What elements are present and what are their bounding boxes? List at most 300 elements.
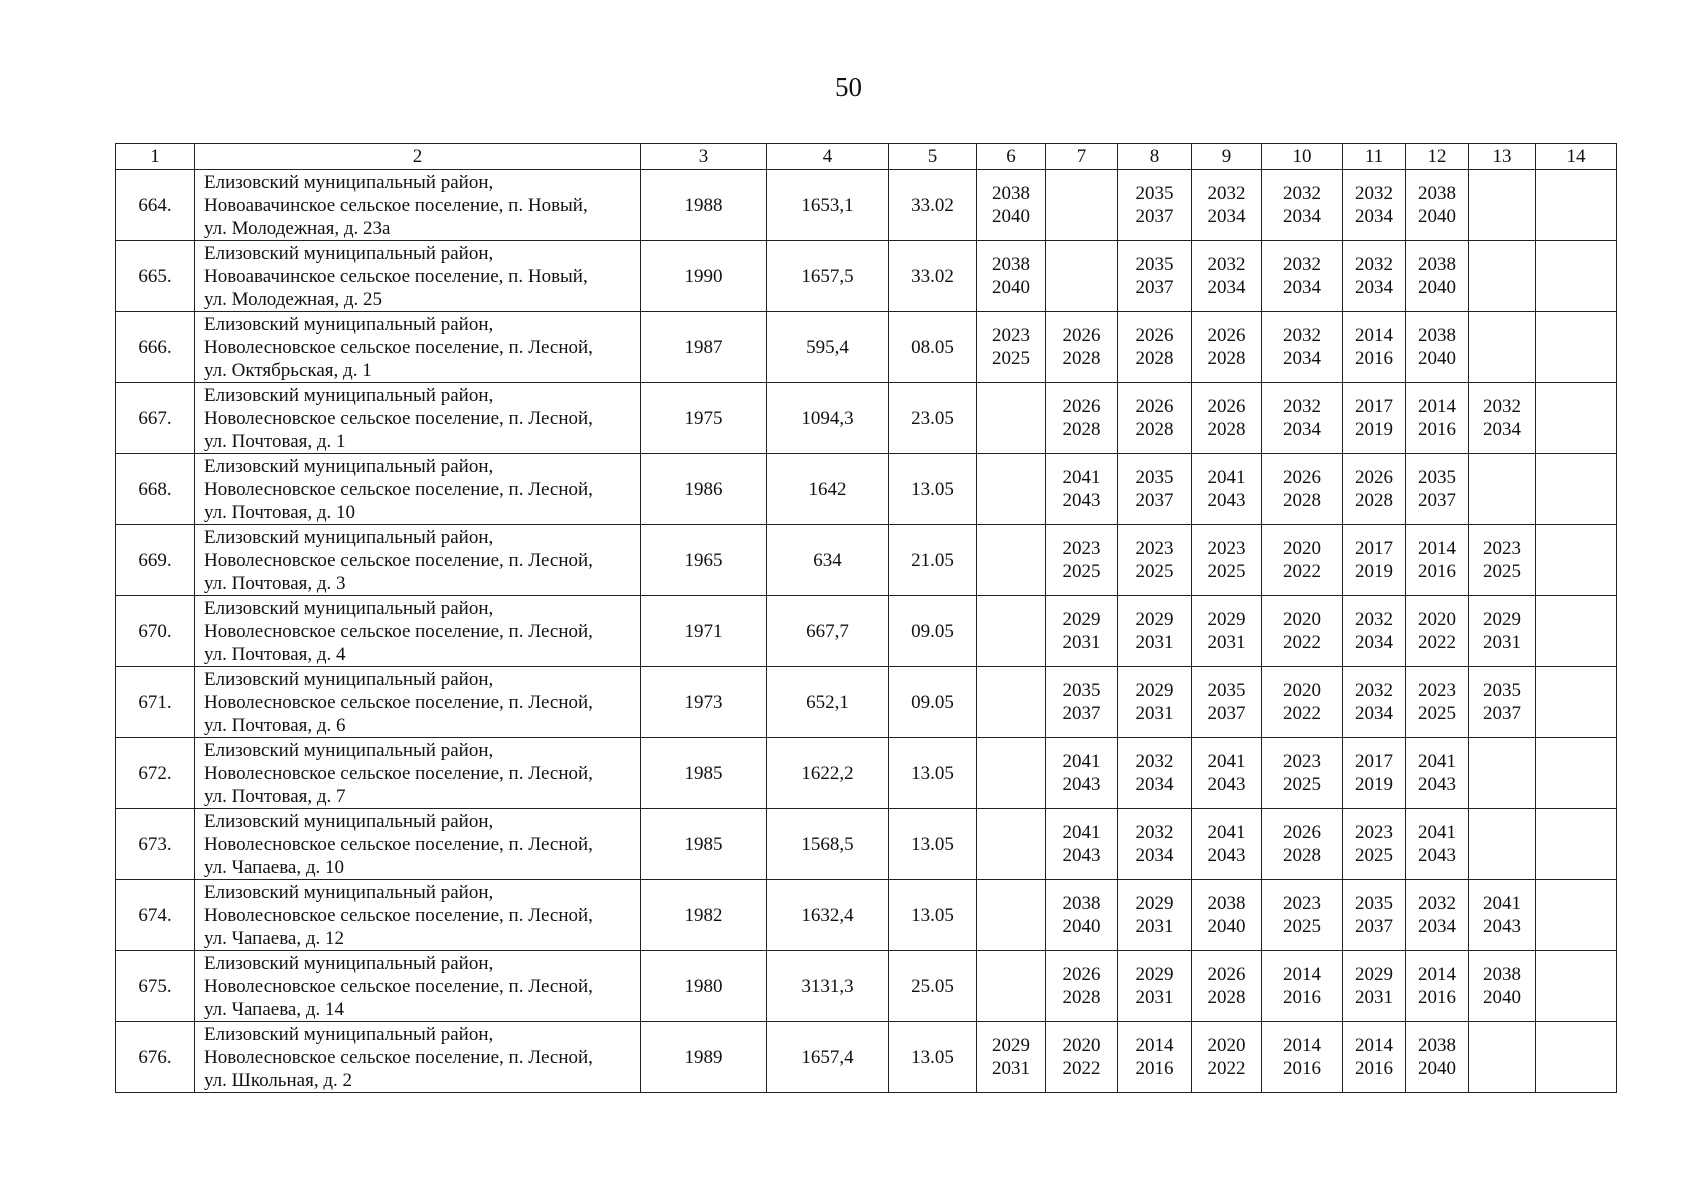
period-end-year: 2034 — [1283, 348, 1321, 369]
period-end-year: 2031 — [1062, 632, 1101, 653]
table-row — [116, 454, 1617, 525]
period-cell — [977, 880, 1046, 951]
period-end-year: 2019 — [1355, 419, 1393, 440]
period-start-year: 2035 — [1418, 467, 1456, 488]
period-start-year: 2023 — [992, 325, 1030, 346]
period-cell — [977, 951, 1046, 1022]
wear-code: 33.02 — [889, 170, 977, 241]
column-number: 8 — [1118, 144, 1192, 170]
wear-code: 13.05 — [889, 809, 977, 880]
period-end-year — [1046, 276, 1117, 299]
period-start-year: 2014 — [1355, 325, 1393, 346]
wear-code: 25.05 — [889, 951, 977, 1022]
period-cell — [1192, 241, 1262, 312]
period-cell — [1118, 454, 1192, 525]
address-line: Елизовский муниципальный район, — [204, 526, 494, 548]
period-cell — [1469, 170, 1536, 241]
period-start-year: 2014 — [1283, 1035, 1321, 1056]
period-end-year: 2019 — [1355, 774, 1393, 795]
period-start-year: 2026 — [1283, 822, 1321, 843]
address-cell — [195, 951, 641, 1022]
period-cell — [977, 1022, 1046, 1093]
wear-code: 09.05 — [889, 596, 977, 667]
period-cell — [977, 525, 1046, 596]
period-cell — [1118, 667, 1192, 738]
address-line: ул. Почтовая, д. 3 — [204, 572, 346, 594]
period-end-year: 2037 — [1418, 490, 1456, 511]
period-start-year: 2014 — [1418, 964, 1456, 985]
address-line: Елизовский муниципальный район, — [204, 242, 494, 264]
period-start-year: 2032 — [1283, 325, 1321, 346]
period-start-year — [977, 679, 1045, 702]
period-start-year: 2038 — [1207, 893, 1246, 914]
period-start-year: 2026 — [1135, 325, 1174, 346]
period-cell — [1469, 1022, 1536, 1093]
period-end-year: 2025 — [1062, 561, 1101, 582]
period-cell — [1536, 809, 1617, 880]
area-value: 1657,5 — [767, 241, 889, 312]
period-end-year: 2031 — [1483, 632, 1521, 653]
period-start-year: 2041 — [1418, 751, 1456, 772]
period-start-year — [977, 821, 1045, 844]
period-start-year: 2014 — [1283, 964, 1321, 985]
address-line: Елизовский муниципальный район, — [204, 952, 494, 974]
period-start-year: 2038 — [1062, 893, 1101, 914]
period-end-year: 2016 — [1283, 987, 1321, 1008]
period-end-year: 2034 — [1355, 632, 1393, 653]
period-start-year: 2026 — [1135, 396, 1174, 417]
period-cell — [1406, 454, 1469, 525]
period-cell — [1262, 596, 1343, 667]
address-line: Елизовский муниципальный район, — [204, 455, 494, 477]
period-cell — [1343, 383, 1406, 454]
period-cell — [1343, 951, 1406, 1022]
address-line: Новолесновское сельское поселение, п. Лесной, — [204, 833, 593, 855]
period-end-year — [1469, 1057, 1535, 1080]
period-cell — [1343, 738, 1406, 809]
period-end-year — [1536, 844, 1616, 867]
build-year: 1986 — [641, 454, 767, 525]
period-cell — [1192, 738, 1262, 809]
period-cell — [1118, 596, 1192, 667]
period-end-year: 2028 — [1135, 348, 1174, 369]
period-end-year — [1536, 276, 1616, 299]
period-end-year: 2022 — [1207, 1058, 1246, 1079]
period-cell — [1536, 951, 1617, 1022]
address-line: Елизовский муниципальный район, — [204, 171, 494, 193]
period-start-year: 2032 — [1283, 254, 1321, 275]
row-number: 670. — [116, 596, 195, 667]
column-number: 3 — [641, 144, 767, 170]
period-start-year — [977, 395, 1045, 418]
period-start-year — [977, 537, 1045, 560]
table-row — [116, 880, 1617, 951]
period-cell — [1262, 738, 1343, 809]
address-line: ул. Почтовая, д. 1 — [204, 430, 346, 452]
wear-code: 21.05 — [889, 525, 977, 596]
period-start-year: 2032 — [1355, 680, 1393, 701]
period-start-year: 2041 — [1062, 822, 1101, 843]
period-cell — [1118, 738, 1192, 809]
period-start-year: 2020 — [1283, 538, 1321, 559]
period-end-year — [977, 915, 1045, 938]
period-end-year: 2034 — [1135, 845, 1174, 866]
period-end-year: 2034 — [1418, 916, 1456, 937]
period-cell — [1469, 738, 1536, 809]
period-start-year: 2014 — [1135, 1035, 1174, 1056]
period-start-year — [1469, 324, 1535, 347]
address-cell — [195, 383, 641, 454]
period-start-year: 2032 — [1355, 183, 1393, 204]
period-cell — [1469, 241, 1536, 312]
period-end-year: 2016 — [1418, 987, 1456, 1008]
period-end-year — [977, 844, 1045, 867]
period-start-year: 2035 — [1135, 467, 1174, 488]
period-end-year: 2040 — [1483, 987, 1521, 1008]
row-number: 674. — [116, 880, 195, 951]
address-line: ул. Октябрьская, д. 1 — [204, 359, 372, 381]
table-row — [116, 241, 1617, 312]
period-start-year — [977, 963, 1045, 986]
column-number: 9 — [1192, 144, 1262, 170]
period-end-year: 2037 — [1207, 703, 1246, 724]
period-start-year: 2041 — [1483, 893, 1521, 914]
period-end-year — [977, 773, 1045, 796]
table-row — [116, 951, 1617, 1022]
period-start-year: 2032 — [1355, 254, 1393, 275]
period-end-year: 2040 — [1207, 916, 1246, 937]
period-start-year — [977, 892, 1045, 915]
period-start-year: 2029 — [1135, 893, 1174, 914]
period-end-year — [977, 560, 1045, 583]
period-end-year: 2022 — [1418, 632, 1456, 653]
row-number: 667. — [116, 383, 195, 454]
period-cell — [1118, 525, 1192, 596]
period-start-year — [1536, 466, 1616, 489]
period-start-year — [977, 608, 1045, 631]
period-start-year: 2041 — [1062, 467, 1101, 488]
column-number: 5 — [889, 144, 977, 170]
period-end-year — [1536, 418, 1616, 441]
period-end-year: 2031 — [1135, 703, 1174, 724]
period-cell — [1343, 241, 1406, 312]
period-cell — [1118, 951, 1192, 1022]
address-line: ул. Молодежная, д. 25 — [204, 288, 382, 310]
period-cell — [1046, 667, 1118, 738]
period-start-year: 2026 — [1355, 467, 1393, 488]
period-end-year: 2040 — [1062, 916, 1101, 937]
period-start-year: 2026 — [1062, 396, 1101, 417]
address-cell — [195, 241, 641, 312]
period-start-year: 2023 — [1062, 538, 1101, 559]
period-end-year: 2025 — [992, 348, 1030, 369]
period-end-year — [1536, 560, 1616, 583]
area-value: 1568,5 — [767, 809, 889, 880]
period-end-year: 2037 — [1483, 703, 1521, 724]
table-row — [116, 667, 1617, 738]
address-cell — [195, 525, 641, 596]
period-end-year: 2028 — [1062, 419, 1101, 440]
column-number: 7 — [1046, 144, 1118, 170]
address-line: Елизовский муниципальный район, — [204, 384, 494, 406]
period-end-year — [1536, 347, 1616, 370]
address-cell — [195, 880, 641, 951]
period-start-year — [1536, 608, 1616, 631]
period-start-year: 2038 — [992, 183, 1030, 204]
period-end-year — [1469, 205, 1535, 228]
period-cell — [1406, 951, 1469, 1022]
period-start-year: 2029 — [1483, 609, 1521, 630]
address-line: ул. Почтовая, д. 10 — [204, 501, 356, 523]
build-year: 1971 — [641, 596, 767, 667]
period-cell — [1118, 880, 1192, 951]
period-cell — [1469, 667, 1536, 738]
period-start-year: 2029 — [1062, 609, 1101, 630]
area-value: 1642 — [767, 454, 889, 525]
address-line: ул. Школьная, д. 2 — [204, 1069, 352, 1091]
address-line: Новолесновское сельское поселение, п. Лесной, — [204, 762, 593, 784]
period-end-year — [977, 418, 1045, 441]
address-cell — [195, 454, 641, 525]
address-line: ул. Почтовая, д. 7 — [204, 785, 346, 807]
period-end-year: 2016 — [1418, 561, 1456, 582]
housing-table — [115, 143, 1617, 1093]
period-cell — [1262, 951, 1343, 1022]
period-end-year: 2037 — [1135, 490, 1174, 511]
period-start-year: 2017 — [1355, 396, 1393, 417]
period-end-year: 2040 — [1418, 206, 1456, 227]
period-end-year: 2016 — [1355, 1058, 1393, 1079]
period-cell — [1262, 454, 1343, 525]
period-cell — [1406, 383, 1469, 454]
address-line: Елизовский муниципальный район, — [204, 597, 494, 619]
period-start-year — [1536, 182, 1616, 205]
build-year: 1973 — [641, 667, 767, 738]
period-cell — [1536, 312, 1617, 383]
address-line: Новолесновское сельское поселение, п. Лесной, — [204, 904, 593, 926]
address-line: Елизовский муниципальный район, — [204, 668, 494, 690]
period-start-year — [1536, 750, 1616, 773]
period-end-year: 2022 — [1062, 1058, 1101, 1079]
period-start-year: 2020 — [1418, 609, 1456, 630]
wear-code: 23.05 — [889, 383, 977, 454]
period-end-year — [1536, 631, 1616, 654]
period-start-year: 2032 — [1355, 609, 1393, 630]
period-cell — [1469, 596, 1536, 667]
address-line: ул. Чапаева, д. 12 — [204, 927, 345, 949]
period-end-year: 2028 — [1355, 490, 1393, 511]
address-cell — [195, 170, 641, 241]
period-cell — [1046, 383, 1118, 454]
period-end-year: 2025 — [1355, 845, 1393, 866]
period-end-year: 2028 — [1207, 987, 1246, 1008]
period-cell — [1536, 383, 1617, 454]
table-row — [116, 525, 1617, 596]
column-number: 10 — [1262, 144, 1343, 170]
period-end-year: 2043 — [1418, 845, 1456, 866]
period-start-year: 2026 — [1062, 964, 1101, 985]
period-end-year: 2025 — [1135, 561, 1174, 582]
table-row — [116, 170, 1617, 241]
period-cell — [1262, 525, 1343, 596]
row-number: 672. — [116, 738, 195, 809]
period-cell — [1536, 170, 1617, 241]
period-end-year: 2037 — [1062, 703, 1101, 724]
period-start-year: 2014 — [1355, 1035, 1393, 1056]
period-end-year: 2034 — [1283, 419, 1321, 440]
period-end-year — [1536, 1057, 1616, 1080]
period-end-year: 2034 — [1355, 703, 1393, 724]
period-end-year: 2028 — [1062, 987, 1101, 1008]
area-value: 652,1 — [767, 667, 889, 738]
period-cell — [977, 383, 1046, 454]
period-end-year: 2022 — [1283, 561, 1321, 582]
period-cell — [1536, 596, 1617, 667]
period-cell — [977, 596, 1046, 667]
period-cell — [1118, 809, 1192, 880]
period-end-year: 2037 — [1355, 916, 1393, 937]
period-cell — [1192, 809, 1262, 880]
period-end-year: 2031 — [1355, 987, 1393, 1008]
period-cell — [1262, 312, 1343, 383]
period-end-year: 2040 — [1418, 1058, 1456, 1079]
period-start-year — [1536, 395, 1616, 418]
period-start-year: 2029 — [992, 1035, 1030, 1056]
period-cell — [1406, 667, 1469, 738]
period-cell — [1192, 170, 1262, 241]
build-year: 1988 — [641, 170, 767, 241]
period-cell — [1046, 880, 1118, 951]
period-cell — [1046, 809, 1118, 880]
period-end-year — [977, 631, 1045, 654]
period-end-year: 2034 — [1283, 277, 1321, 298]
period-start-year: 2014 — [1418, 396, 1456, 417]
period-cell — [1343, 312, 1406, 383]
period-cell — [1192, 596, 1262, 667]
period-cell — [977, 170, 1046, 241]
period-cell — [1262, 1022, 1343, 1093]
period-start-year: 2032 — [1283, 396, 1321, 417]
period-end-year: 2016 — [1135, 1058, 1174, 1079]
wear-code: 13.05 — [889, 880, 977, 951]
period-end-year: 2043 — [1207, 774, 1246, 795]
address-line: Елизовский муниципальный район, — [204, 313, 494, 335]
period-end-year: 2031 — [1207, 632, 1246, 653]
wear-code: 09.05 — [889, 667, 977, 738]
address-cell — [195, 738, 641, 809]
period-end-year: 2028 — [1207, 419, 1246, 440]
period-end-year: 2022 — [1283, 703, 1321, 724]
period-start-year: 2026 — [1207, 964, 1246, 985]
period-start-year: 2020 — [1283, 680, 1321, 701]
period-cell — [1406, 241, 1469, 312]
period-start-year — [1536, 679, 1616, 702]
row-number: 668. — [116, 454, 195, 525]
period-cell — [1406, 809, 1469, 880]
wear-code: 13.05 — [889, 1022, 977, 1093]
period-end-year — [1536, 489, 1616, 512]
area-value: 634 — [767, 525, 889, 596]
period-end-year: 2043 — [1062, 490, 1101, 511]
period-cell — [1343, 454, 1406, 525]
period-end-year: 2034 — [1207, 277, 1246, 298]
period-cell — [1469, 880, 1536, 951]
period-start-year: 2023 — [1355, 822, 1393, 843]
build-year: 1985 — [641, 738, 767, 809]
period-cell — [1192, 667, 1262, 738]
period-end-year: 2034 — [1355, 277, 1393, 298]
period-cell — [1192, 454, 1262, 525]
period-start-year: 2023 — [1483, 538, 1521, 559]
wear-code: 13.05 — [889, 454, 977, 525]
period-start-year: 2032 — [1418, 893, 1456, 914]
period-cell — [1406, 312, 1469, 383]
period-cell — [977, 454, 1046, 525]
period-cell — [1262, 667, 1343, 738]
period-start-year — [1469, 1034, 1535, 1057]
period-cell — [1192, 880, 1262, 951]
period-cell — [1536, 241, 1617, 312]
period-start-year: 2029 — [1135, 609, 1174, 630]
period-end-year — [1469, 347, 1535, 370]
address-cell — [195, 312, 641, 383]
period-start-year: 2020 — [1283, 609, 1321, 630]
period-cell — [1536, 1022, 1617, 1093]
page-number: 50 — [835, 72, 862, 102]
address-cell — [195, 667, 641, 738]
column-number: 12 — [1406, 144, 1469, 170]
period-start-year — [1469, 821, 1535, 844]
period-cell — [1406, 738, 1469, 809]
period-end-year — [1469, 773, 1535, 796]
column-number: 14 — [1536, 144, 1617, 170]
period-end-year: 2043 — [1418, 774, 1456, 795]
period-end-year: 2028 — [1283, 845, 1321, 866]
period-cell — [1192, 312, 1262, 383]
period-start-year: 2041 — [1207, 467, 1246, 488]
period-end-year: 2034 — [1283, 206, 1321, 227]
period-cell — [1406, 1022, 1469, 1093]
build-year: 1982 — [641, 880, 767, 951]
build-year: 1985 — [641, 809, 767, 880]
period-end-year: 2025 — [1483, 561, 1521, 582]
period-cell — [977, 738, 1046, 809]
period-cell — [1118, 1022, 1192, 1093]
period-end-year — [1536, 773, 1616, 796]
period-cell — [1192, 951, 1262, 1022]
period-end-year: 2028 — [1062, 348, 1101, 369]
wear-code: 33.02 — [889, 241, 977, 312]
period-end-year: 2037 — [1135, 277, 1174, 298]
period-start-year: 2023 — [1135, 538, 1174, 559]
period-cell — [1536, 667, 1617, 738]
period-start-year: 2038 — [1418, 183, 1456, 204]
period-start-year: 2020 — [1207, 1035, 1246, 1056]
area-value: 1653,1 — [767, 170, 889, 241]
period-end-year: 2016 — [1283, 1058, 1321, 1079]
address-line: Новолесновское сельское поселение, п. Лесной, — [204, 620, 593, 642]
period-cell — [1406, 596, 1469, 667]
period-end-year: 2031 — [992, 1058, 1030, 1079]
address-cell — [195, 1022, 641, 1093]
area-value: 1622,2 — [767, 738, 889, 809]
period-start-year — [977, 750, 1045, 773]
period-end-year — [977, 702, 1045, 725]
period-start-year: 2038 — [1418, 254, 1456, 275]
period-end-year: 2016 — [1355, 348, 1393, 369]
period-start-year: 2032 — [1207, 183, 1246, 204]
period-cell — [1406, 525, 1469, 596]
